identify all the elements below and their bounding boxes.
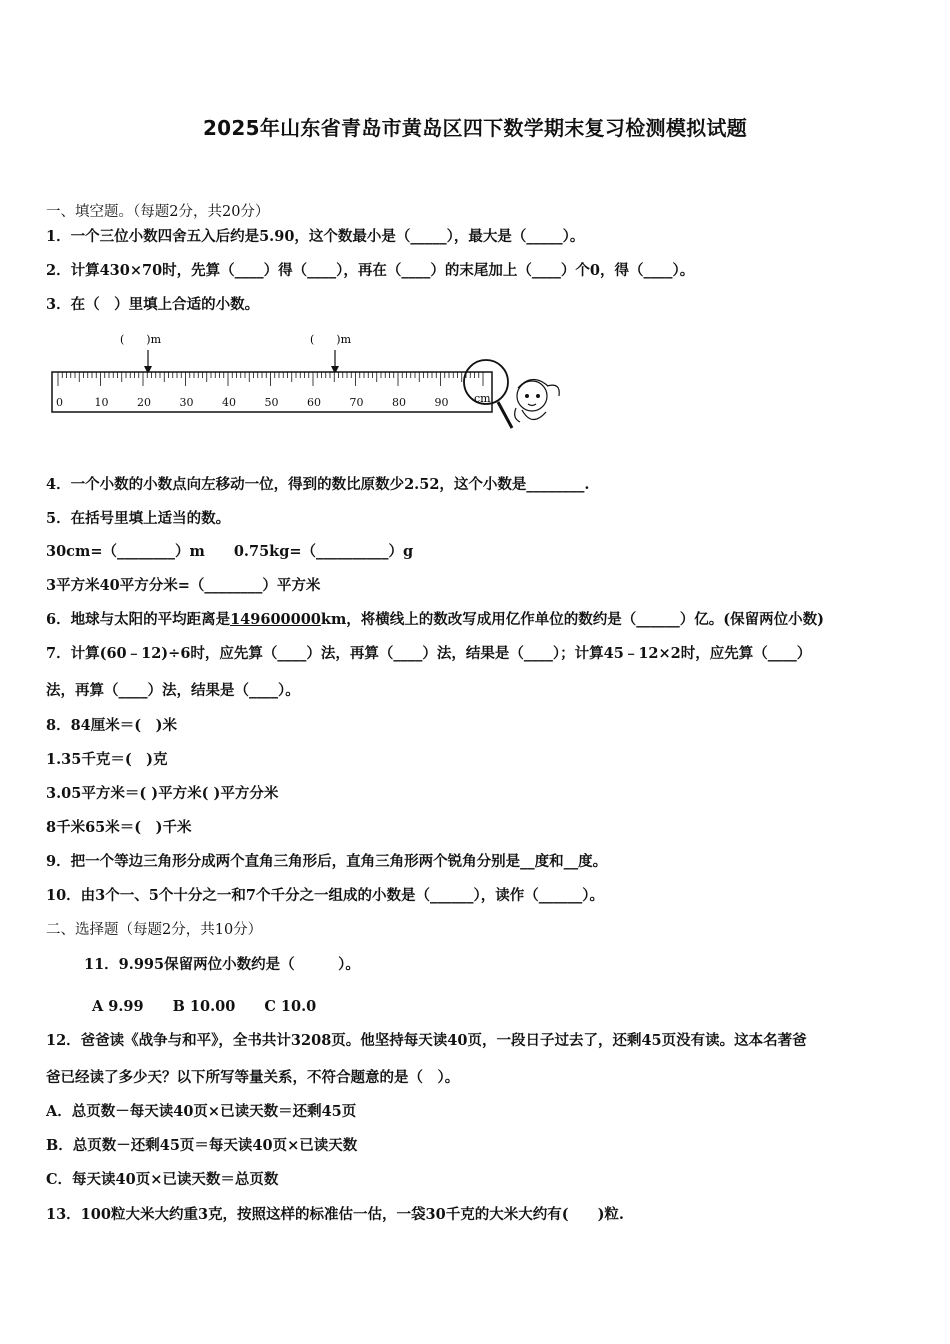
question-11-options: A 9.99 B 10.00 C 10.0 bbox=[92, 998, 317, 1015]
question-6-number: 149600000 bbox=[230, 611, 321, 628]
question-5a: 30cm=（________）m 0.75kg=（__________）g bbox=[46, 543, 414, 560]
question-10: 10．由3个一、5个十分之一和7个千分之一组成的小数是（______），读作（______）。 bbox=[46, 887, 604, 904]
question-6-post: km，将横线上的数改写成用亿作单位的数约是（______）亿。(保留两位小数) bbox=[320, 611, 825, 628]
question-7a: 7．计算(60﹣12)÷6时，应先算（____）法，再算（____）法，结果是（____）；计算45﹣12×2时，应先算（____） bbox=[46, 645, 812, 662]
question-8d: 8千米65米＝( )千米 bbox=[46, 819, 192, 836]
question-8b: 1.35千克＝( )克 bbox=[46, 751, 168, 768]
ruler-unit: cm bbox=[474, 392, 491, 405]
question-12a: 12．爸爸读《战争与和平》，全书共计3208页。他坚持每天读40页，一段日子过去了，还剩45页没有读。这本名著爸 bbox=[46, 1032, 807, 1049]
question-6 bbox=[46, 611, 824, 629]
question-11: 11．9.995保留两位小数约是（ ）。 bbox=[84, 956, 360, 973]
ruler-tick-label: 80 bbox=[392, 396, 406, 409]
question-7b: 法，再算（____）法，结果是（____）。 bbox=[46, 682, 300, 699]
question-4: 4．一个小数的小数点向左移动一位，得到的数比原数少2.52，这个小数是________. bbox=[46, 476, 590, 493]
question-5b: 3平方米40平方分米=（________）平方米 bbox=[46, 577, 321, 594]
girl-cartoon bbox=[515, 379, 560, 422]
ruler-tick-label: 90 bbox=[434, 396, 449, 409]
question-2: 2．计算430×70时，先算（____）得（____），再在（____）的末尾加上（____）个0，得（____）。 bbox=[46, 262, 695, 279]
ruler-tick-label: 70 bbox=[349, 396, 364, 409]
magnifier-handle bbox=[498, 402, 512, 428]
question-5: 5．在括号里填上适当的数。 bbox=[46, 510, 231, 527]
ruler-tick-label: 40 bbox=[222, 396, 236, 409]
section-1-heading: 一、填空题。（每题2分，共20分） bbox=[46, 204, 270, 220]
ruler-tick-label: 50 bbox=[264, 396, 279, 409]
question-8c: 3.05平方米＝( )平方米( )平方分米 bbox=[46, 785, 279, 802]
question-6-pre: 6．地球与太阳的平均距离是 bbox=[46, 611, 231, 628]
question-3: 3．在（ ）里填上合适的小数。 bbox=[46, 296, 260, 313]
question-12b: 爸已经读了多少天？以下所写等量关系，不符合题意的是（ ）。 bbox=[46, 1069, 460, 1086]
ruler-tick-label: 20 bbox=[137, 396, 151, 409]
section-2-heading: 二、选择题（每题2分，共10分） bbox=[46, 922, 263, 938]
question-13: 13．100粒大米大约重3克，按照这样的标准估一估，一袋30千克的大米大约有( )粒. bbox=[46, 1206, 624, 1223]
ruler-tick-label: 10 bbox=[94, 396, 109, 409]
ruler-tick-label: 30 bbox=[179, 396, 194, 409]
ruler-blank-1: ( )m bbox=[120, 333, 162, 346]
question-1: 1．一个三位小数四舍五入后约是5.90，这个数最小是（_____），最大是（_____）。 bbox=[46, 228, 585, 245]
question-12-option-a: A．总页数－每天读40页×已读天数＝还剩45页 bbox=[46, 1103, 357, 1120]
question-12-option-b: B．总页数－还剩45页＝每天读40页×已读天数 bbox=[46, 1137, 358, 1154]
question-8a: 8．84厘米＝( )米 bbox=[46, 717, 177, 734]
ruler-figure bbox=[50, 330, 570, 440]
ruler-blank-2: ( )m bbox=[310, 333, 352, 346]
page-title: 2025年山东省青岛市黄岛区四下数学期末复习检测模拟试题 bbox=[202, 116, 748, 140]
ruler-tick-label: 0 bbox=[56, 396, 63, 409]
question-12-option-c: C．每天读40页×已读天数＝总页数 bbox=[46, 1171, 279, 1188]
ruler-tick-label: 60 bbox=[307, 396, 321, 409]
question-9: 9．把一个等边三角形分成两个直角三角形后，直角三角形两个锐角分别是__度和__度。 bbox=[46, 853, 608, 870]
